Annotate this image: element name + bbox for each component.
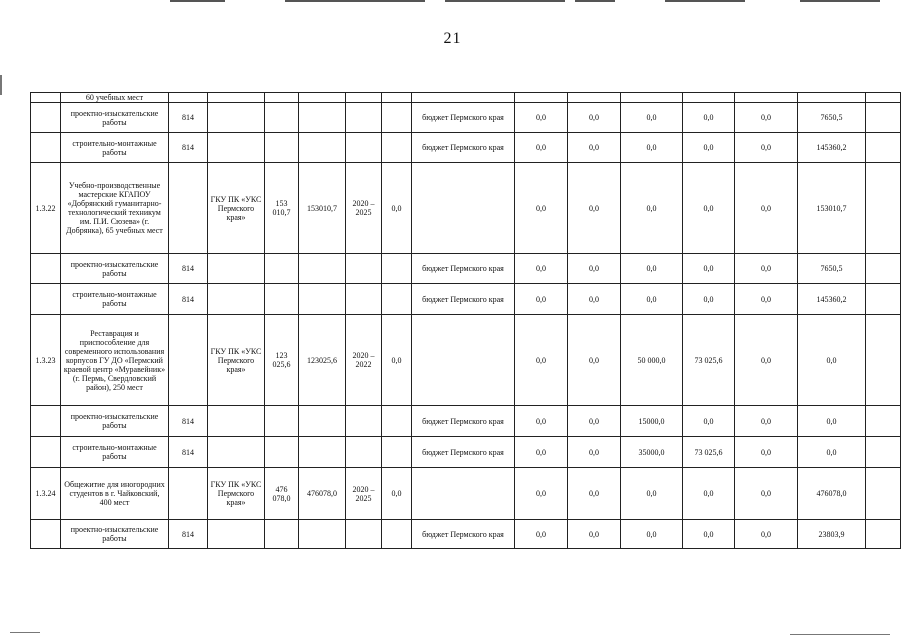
year-amount-cell: 0,0	[515, 254, 568, 284]
previous-funding-cell	[382, 133, 412, 163]
year-amount-cell: 0,0	[683, 133, 735, 163]
estimated-cost-cell	[265, 103, 299, 133]
row-number-cell	[31, 520, 61, 549]
year-amount-cell: 0,0	[568, 133, 621, 163]
table-body	[31, 93, 901, 549]
budget-table	[30, 92, 901, 549]
object-row	[31, 163, 901, 254]
empty-cell	[866, 284, 901, 315]
years-cell	[346, 406, 382, 437]
work-type-row	[31, 133, 901, 163]
year-amount-cell: 0,0	[683, 468, 735, 520]
empty-cell	[866, 520, 901, 549]
year-amount-cell: 0,0	[568, 406, 621, 437]
empty-cell	[866, 437, 901, 468]
object-name-cell: строительно-монтажные работы	[61, 133, 169, 163]
code-cell	[169, 468, 208, 520]
year-amount-cell: 0,0	[568, 163, 621, 254]
scan-edge-line	[170, 0, 225, 2]
empty-cell	[866, 133, 901, 163]
year-amount-cell: 0,0	[621, 468, 683, 520]
year-amount-cell: 0,0	[515, 315, 568, 406]
year-amount-cell: 0,0	[515, 103, 568, 133]
year-amount-cell: 0,0	[568, 284, 621, 315]
object-name-cell: строительно-монтажные работы	[61, 437, 169, 468]
funding-source-cell: бюджет Пермского края	[412, 284, 515, 315]
estimated-cost-cell	[265, 93, 299, 103]
row-number-cell	[31, 254, 61, 284]
year-amount-cell: 145360,2	[798, 284, 866, 315]
object-name-cell: строительно-монтажные работы	[61, 284, 169, 315]
work-type-row	[31, 406, 901, 437]
object-name-cell: Реставрация и приспособление для современного использования корпусов ГУ ДО «Пермский краевой центр «Муравейник» (г. Пермь, Свердловский район), 250 мест	[61, 315, 169, 406]
object-name-cell: проектно-изыскательские работы	[61, 103, 169, 133]
year-amount-cell: 7650,5	[798, 254, 866, 284]
work-type-row	[31, 103, 901, 133]
year-amount-cell: 0,0	[568, 468, 621, 520]
scan-edge-mark	[790, 634, 890, 635]
customer-cell	[208, 406, 265, 437]
funding-source-cell: бюджет Пермского края	[412, 254, 515, 284]
code-cell: 814	[169, 103, 208, 133]
estimated-cost-cell	[265, 406, 299, 437]
scan-edge-mark	[10, 632, 40, 633]
customer-cell	[208, 520, 265, 549]
empty-cell	[866, 103, 901, 133]
years-cell: 2020 – 2025	[346, 163, 382, 254]
code-cell: 814	[169, 284, 208, 315]
total-cost-cell	[299, 93, 346, 103]
previous-funding-cell: 0,0	[382, 468, 412, 520]
year-amount-cell: 0,0	[568, 103, 621, 133]
previous-funding-cell	[382, 254, 412, 284]
year-amount-cell: 145360,2	[798, 133, 866, 163]
year-amount-cell	[683, 93, 735, 103]
years-cell: 2020 – 2025	[346, 468, 382, 520]
previous-funding-cell	[382, 437, 412, 468]
year-amount-cell: 0,0	[683, 163, 735, 254]
funding-source-cell: бюджет Пермского края	[412, 133, 515, 163]
previous-funding-cell: 0,0	[382, 163, 412, 254]
year-amount-cell: 0,0	[515, 437, 568, 468]
year-amount-cell: 0,0	[798, 437, 866, 468]
estimated-cost-cell	[265, 254, 299, 284]
total-cost-cell	[299, 284, 346, 315]
estimated-cost-cell	[265, 520, 299, 549]
scan-edge-line	[800, 0, 880, 2]
total-cost-cell	[299, 437, 346, 468]
work-type-row	[31, 93, 901, 103]
code-cell	[169, 315, 208, 406]
row-number-cell	[31, 406, 61, 437]
customer-cell: ГКУ ПК «УКС Пермского края»	[208, 315, 265, 406]
customer-cell	[208, 93, 265, 103]
code-cell: 814	[169, 406, 208, 437]
row-number-cell: 1.3.24	[31, 468, 61, 520]
year-amount-cell: 0,0	[683, 520, 735, 549]
total-cost-cell	[299, 254, 346, 284]
empty-cell	[866, 468, 901, 520]
code-cell: 814	[169, 254, 208, 284]
year-amount-cell	[515, 93, 568, 103]
year-amount-cell: 0,0	[621, 103, 683, 133]
total-cost-cell: 476078,0	[299, 468, 346, 520]
previous-funding-cell	[382, 103, 412, 133]
years-cell	[346, 133, 382, 163]
empty-cell	[866, 406, 901, 437]
funding-source-cell: бюджет Пермского края	[412, 406, 515, 437]
customer-cell	[208, 254, 265, 284]
customer-cell	[208, 437, 265, 468]
object-name-cell: проектно-изыскательские работы	[61, 406, 169, 437]
year-amount-cell	[621, 93, 683, 103]
year-amount-cell: 0,0	[568, 520, 621, 549]
years-cell	[346, 93, 382, 103]
work-type-row	[31, 437, 901, 468]
funding-source-cell	[412, 315, 515, 406]
year-amount-cell: 0,0	[621, 254, 683, 284]
year-amount-cell	[568, 93, 621, 103]
row-number-cell	[31, 93, 61, 103]
scan-edge-line	[665, 0, 745, 2]
year-amount-cell: 0,0	[621, 520, 683, 549]
year-amount-cell: 476078,0	[798, 468, 866, 520]
estimated-cost-cell: 123 025,6	[265, 315, 299, 406]
year-amount-cell: 0,0	[683, 254, 735, 284]
empty-cell	[866, 315, 901, 406]
row-number-cell	[31, 437, 61, 468]
previous-funding-cell	[382, 93, 412, 103]
row-number-cell	[31, 103, 61, 133]
year-amount-cell: 0,0	[735, 133, 798, 163]
year-amount-cell: 0,0	[735, 406, 798, 437]
funding-source-cell	[412, 468, 515, 520]
code-cell: 814	[169, 437, 208, 468]
previous-funding-cell	[382, 284, 412, 315]
year-amount-cell: 23803,9	[798, 520, 866, 549]
total-cost-cell	[299, 103, 346, 133]
estimated-cost-cell	[265, 133, 299, 163]
year-amount-cell: 0,0	[735, 468, 798, 520]
work-type-row	[31, 284, 901, 315]
year-amount-cell: 0,0	[515, 520, 568, 549]
row-number-cell: 1.3.22	[31, 163, 61, 254]
total-cost-cell: 153010,7	[299, 163, 346, 254]
code-cell	[169, 93, 208, 103]
year-amount-cell: 0,0	[735, 163, 798, 254]
year-amount-cell	[798, 93, 866, 103]
object-name-cell: проектно-изыскательские работы	[61, 254, 169, 284]
scan-edge-line	[285, 0, 425, 2]
object-name-cell: проектно-изыскательские работы	[61, 520, 169, 549]
year-amount-cell: 0,0	[621, 163, 683, 254]
year-amount-cell: 0,0	[568, 437, 621, 468]
year-amount-cell: 0,0	[735, 437, 798, 468]
years-cell	[346, 284, 382, 315]
previous-funding-cell: 0,0	[382, 315, 412, 406]
work-type-row	[31, 254, 901, 284]
page-number: 21	[443, 30, 462, 47]
empty-cell	[866, 163, 901, 254]
years-cell	[346, 254, 382, 284]
year-amount-cell: 0,0	[735, 103, 798, 133]
previous-funding-cell	[382, 406, 412, 437]
year-amount-cell: 0,0	[568, 254, 621, 284]
funding-source-cell: бюджет Пермского края	[412, 437, 515, 468]
estimated-cost-cell: 153 010,7	[265, 163, 299, 254]
previous-funding-cell	[382, 520, 412, 549]
year-amount-cell: 0,0	[735, 315, 798, 406]
object-row	[31, 468, 901, 520]
object-name-cell: Общежитие для иногородних студентов в г. Чайковский, 400 мест	[61, 468, 169, 520]
funding-source-cell: бюджет Пермского края	[412, 103, 515, 133]
year-amount-cell: 0,0	[798, 315, 866, 406]
total-cost-cell	[299, 406, 346, 437]
year-amount-cell	[735, 93, 798, 103]
code-cell: 814	[169, 520, 208, 549]
code-cell	[169, 163, 208, 254]
customer-cell	[208, 133, 265, 163]
year-amount-cell: 0,0	[683, 406, 735, 437]
year-amount-cell: 0,0	[735, 520, 798, 549]
year-amount-cell: 0,0	[621, 284, 683, 315]
row-number-cell	[31, 133, 61, 163]
year-amount-cell: 73 025,6	[683, 315, 735, 406]
year-amount-cell: 0,0	[515, 468, 568, 520]
year-amount-cell: 0,0	[515, 163, 568, 254]
years-cell	[346, 520, 382, 549]
object-name-cell: 60 учебных мест	[61, 93, 169, 103]
year-amount-cell: 0,0	[683, 103, 735, 133]
empty-cell	[866, 93, 901, 103]
year-amount-cell: 153010,7	[798, 163, 866, 254]
estimated-cost-cell: 476 078,0	[265, 468, 299, 520]
object-name-cell: Учебно-производственные мастерские КГАПОУ «Добрянский гуманитарно-технологический техникум им. П.И. Сюзева» (г. Добрянка), 65 учебных мест	[61, 163, 169, 254]
year-amount-cell: 35000,0	[621, 437, 683, 468]
years-cell	[346, 103, 382, 133]
code-cell: 814	[169, 133, 208, 163]
year-amount-cell: 0,0	[568, 315, 621, 406]
year-amount-cell: 0,0	[683, 284, 735, 315]
work-type-row	[31, 520, 901, 549]
years-cell	[346, 437, 382, 468]
year-amount-cell: 0,0	[621, 133, 683, 163]
year-amount-cell: 50 000,0	[621, 315, 683, 406]
year-amount-cell: 73 025,6	[683, 437, 735, 468]
year-amount-cell: 0,0	[515, 284, 568, 315]
customer-cell	[208, 103, 265, 133]
object-row	[31, 315, 901, 406]
scan-edge-line	[575, 0, 615, 2]
year-amount-cell: 0,0	[515, 406, 568, 437]
year-amount-cell: 0,0	[798, 406, 866, 437]
year-amount-cell: 0,0	[515, 133, 568, 163]
scan-edge-line	[445, 0, 565, 2]
years-cell: 2020 – 2022	[346, 315, 382, 406]
scan-edge-mark	[0, 75, 2, 95]
year-amount-cell: 7650,5	[798, 103, 866, 133]
estimated-cost-cell	[265, 284, 299, 315]
empty-cell	[866, 254, 901, 284]
year-amount-cell: 0,0	[735, 284, 798, 315]
customer-cell: ГКУ ПК «УКС Пермского края»	[208, 163, 265, 254]
total-cost-cell	[299, 520, 346, 549]
row-number-cell: 1.3.23	[31, 315, 61, 406]
total-cost-cell	[299, 133, 346, 163]
row-number-cell	[31, 284, 61, 315]
customer-cell	[208, 284, 265, 315]
estimated-cost-cell	[265, 437, 299, 468]
funding-source-cell	[412, 93, 515, 103]
year-amount-cell: 0,0	[735, 254, 798, 284]
total-cost-cell: 123025,6	[299, 315, 346, 406]
year-amount-cell: 15000,0	[621, 406, 683, 437]
funding-source-cell: бюджет Пермского края	[412, 520, 515, 549]
funding-source-cell	[412, 163, 515, 254]
customer-cell: ГКУ ПК «УКС Пермского края»	[208, 468, 265, 520]
